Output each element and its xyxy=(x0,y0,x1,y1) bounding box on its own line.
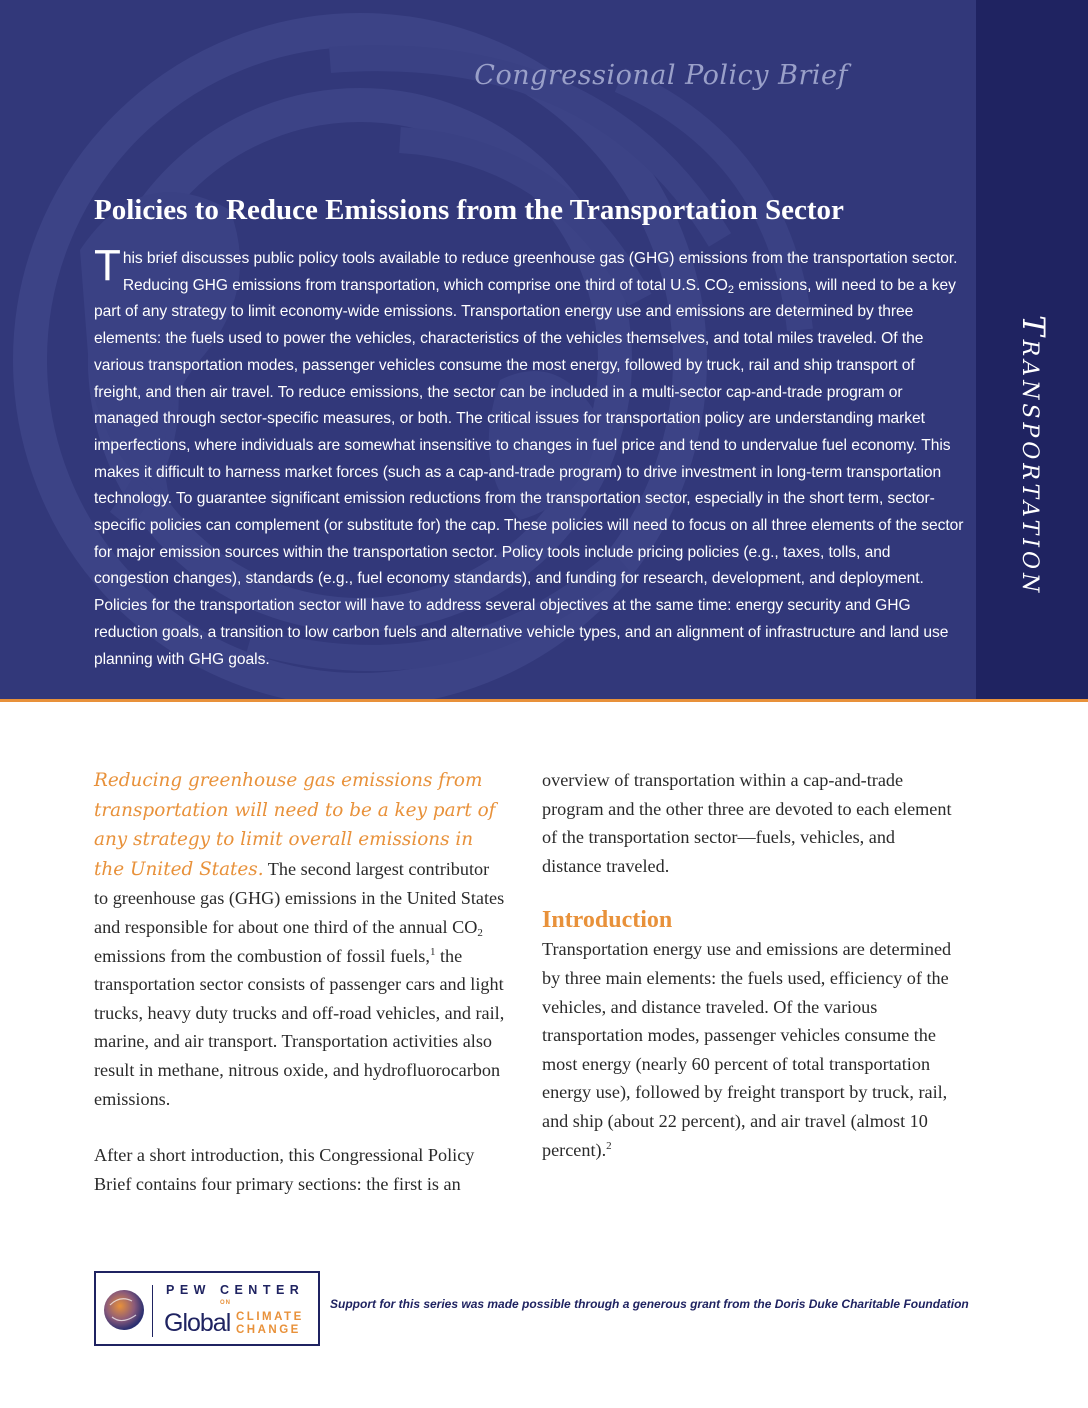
abstract-part-1: his brief discusses public policy tools available to reduce greenhouse gas (GHG) emissions from the transportation sector. Reducing GHG emissions from transportation, which comprise one third of total U.S. CO xyxy=(122,250,958,294)
header-banner xyxy=(0,0,976,700)
p1-part-3: the transportation sector consists of passenger cars and light trucks, heavy duty trucks and off-road vehicles, and rail, marine, and air transport. Transportation activities also result in methane, nitrous oxide, and hydrofluorocarbon emissions. xyxy=(94,945,505,1109)
sector-label-vertical xyxy=(1005,315,1065,685)
logo-climate-word: CLIMATE xyxy=(236,1311,304,1323)
pullquote: Reducing greenhouse gas emissions from transportation will need to be a key part of any strategy to limit overall emissions in the United States. xyxy=(94,770,496,880)
overview-paragraph: After a short introduction, this Congressional Policy Brief contains four primary sections: the first is an xyxy=(94,1145,475,1194)
logo-pew-text: PEW CENTER xyxy=(166,1283,305,1297)
intro-text: Transportation energy use and emissions are determined by three main elements: the fuels used, efficiency of the vehicles, and distance traveled. Of the various transportation modes, passenger vehicles consume the most energy (nearly 60 percent of total transportation energy use), followed by freight transport by truck, rail, and ship (about 22 percent), and air travel (almost 10 percent). xyxy=(542,939,952,1160)
divider-rule xyxy=(0,699,1088,702)
logo-divider xyxy=(152,1285,153,1337)
funding-credit: Support for this series was made possible through a generous grant from the Doris Duke Charitable Foundation xyxy=(330,1297,969,1311)
footnote-ref-1[interactable]: 1 xyxy=(429,945,436,958)
brief-type-label: Congressional Policy Brief xyxy=(474,60,848,91)
p1-subscript: 2 xyxy=(477,926,483,939)
p1-part-1: The second largest contributor to greenhouse gas (GHG) emissions in the United States and responsible for about one third of the annual CO xyxy=(94,858,505,937)
logo-global-text: Global xyxy=(164,1309,231,1337)
logo-globe-icon xyxy=(102,1285,146,1335)
logo-change-word: CHANGE xyxy=(236,1324,301,1336)
abstract-dropcap: T xyxy=(94,241,121,290)
p1-part-2: emissions from the combustion of fossil fuels, xyxy=(94,945,430,966)
logo-climate-change-text xyxy=(236,1311,304,1337)
body-column-right xyxy=(542,766,954,1164)
sector-label-text: Transportation xyxy=(1015,315,1051,597)
intro-paragraph xyxy=(94,766,506,1113)
footnote-ref-2[interactable]: 2 xyxy=(606,1139,612,1152)
introduction-paragraph xyxy=(542,935,954,1164)
abstract-subscript: 2 xyxy=(727,283,734,296)
abstract-text xyxy=(94,241,964,673)
pew-center-logo[interactable] xyxy=(94,1271,320,1346)
overview-paragraph-continued: overview of transportation within a cap-and-trade program and the other three are devoted to each element of the transportation sector—fuels, vehicles, and distance traveled. xyxy=(542,770,952,876)
body-column-left xyxy=(94,766,506,1198)
section-heading-introduction: Introduction xyxy=(542,907,673,934)
page-title: Policies to Reduce Emissions from the Transportation Sector xyxy=(94,194,844,226)
abstract-part-2: emissions, will need to be a key part of any strategy to limit economy-wide emissions. Transportation energy use and emissions are determined by three elements: the fuels used to power the vehicles, characteristics of the vehicles themselves, and total miles traveled. Of the various transportation modes, passenger vehicles consume the most energy, followed by truck, rail and ship transport of freight, and then air travel. To reduce emissions, the sector can be included in a multi-sector cap-and-trade program or managed through sector-specific measures, or both. The critical issues for transportation policy are understanding market imperfections, where individuals are somewhat insensitive to changes in fuel price and tend to undervalue fuel economy. This makes it difficult to harness market forces (such as a cap-and-trade program) to drive investment in long-term transportation technology. To guarantee significant emission reductions from the transportation sector, especially in the short term, sector-specific policies can complement (or substitute for) the cap. These policies will need to focus on all three elements of the sector for major emission sources within the transportation sector. Policy tools include pricing policies (e.g., taxes, tolls, and congestion changes), standards (e.g., fuel economy standards), and funding for research, development, and deployment. Policies for the transportation sector will have to address several objectives at the same time: energy security and GHG reduction goals, a transition to low carbon fuels and alternative vehicle types, and an alignment of infrastructure and land use planning with GHG goals. xyxy=(94,276,964,668)
logo-on-text: ON xyxy=(220,1300,231,1306)
